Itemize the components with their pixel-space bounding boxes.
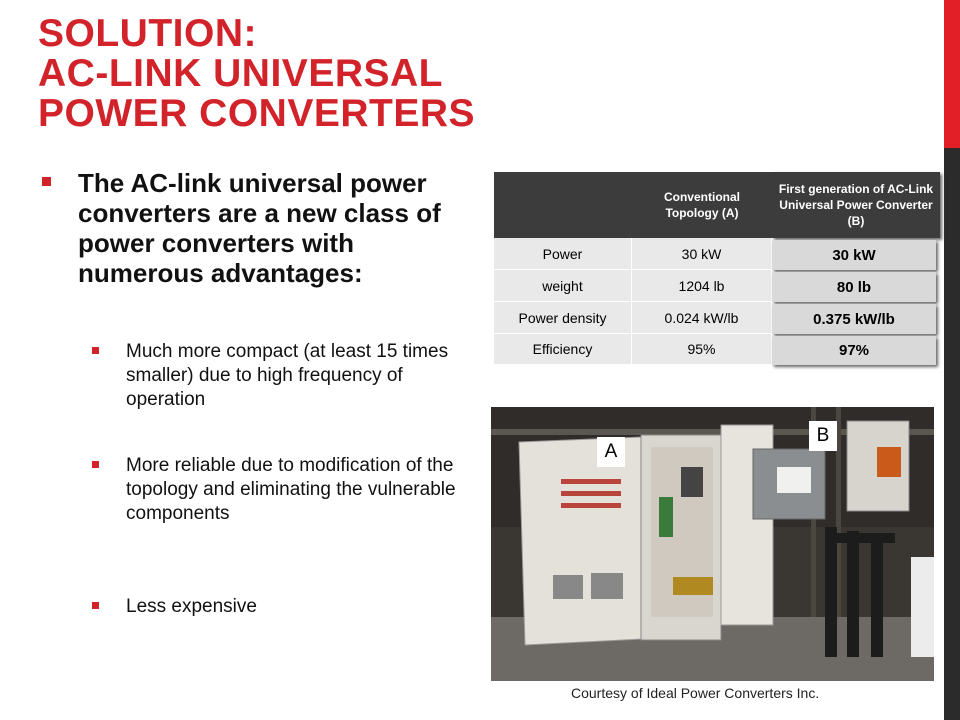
photo-caption: Courtesy of Ideal Power Converters Inc. bbox=[571, 685, 820, 701]
table-header-conventional: Conventional Topology (A) bbox=[632, 172, 772, 238]
table-cell-conventional: 1204 lb bbox=[632, 270, 772, 302]
table-cell-ac-link: 97% bbox=[772, 336, 936, 365]
table-cell-label: Power density bbox=[494, 302, 632, 334]
title-line-2: AC-LINK UNIVERSAL bbox=[38, 52, 443, 95]
table-cell-label: Efficiency bbox=[494, 334, 632, 365]
table-header-ac-link: First generation of AC-Link Universal Power Converter (B) bbox=[772, 172, 940, 238]
table-cell-label: Power bbox=[494, 238, 632, 270]
bullet-square-icon bbox=[92, 347, 99, 354]
slide-title bbox=[38, 14, 918, 134]
sub-bullet-text: More reliable due to modification of the topology and eliminating the vulnerable components bbox=[126, 455, 456, 524]
table-cell-ac-link: 30 kW bbox=[772, 240, 936, 270]
converter-photo bbox=[491, 407, 934, 681]
bullet-square-icon bbox=[42, 177, 51, 186]
main-bullet-text: The AC-link universal power converters are a new class of power converters with numerous advantages: bbox=[78, 168, 441, 288]
table-cell-conventional: 0.024 kW/lb bbox=[632, 302, 772, 334]
right-accent-bar-dark bbox=[944, 148, 960, 720]
table-cell-ac-link: 0.375 kW/lb bbox=[772, 304, 936, 334]
table-cell-label: weight bbox=[494, 270, 632, 302]
bullet-square-icon bbox=[92, 461, 99, 468]
table-cell-ac-link: 80 lb bbox=[772, 272, 936, 302]
bullet-square-icon bbox=[92, 602, 99, 609]
table-cell-conventional: 30 kW bbox=[632, 238, 772, 270]
title-line-3: POWER CONVERTERS bbox=[38, 92, 476, 135]
table-cell-conventional: 95% bbox=[632, 334, 772, 365]
right-accent-bar-red bbox=[944, 0, 960, 148]
table-header-empty bbox=[494, 172, 632, 238]
photo-label-a: A bbox=[597, 437, 625, 467]
photo-label-b: B bbox=[809, 421, 837, 451]
comparison-table bbox=[494, 172, 940, 365]
title-line-1: SOLUTION: bbox=[38, 12, 257, 55]
sub-bullet-text: Much more compact (at least 15 times smaller) due to high frequency of operation bbox=[126, 341, 449, 410]
sub-bullet-text: Less expensive bbox=[126, 596, 257, 617]
converter-photo-illustration bbox=[491, 407, 934, 681]
